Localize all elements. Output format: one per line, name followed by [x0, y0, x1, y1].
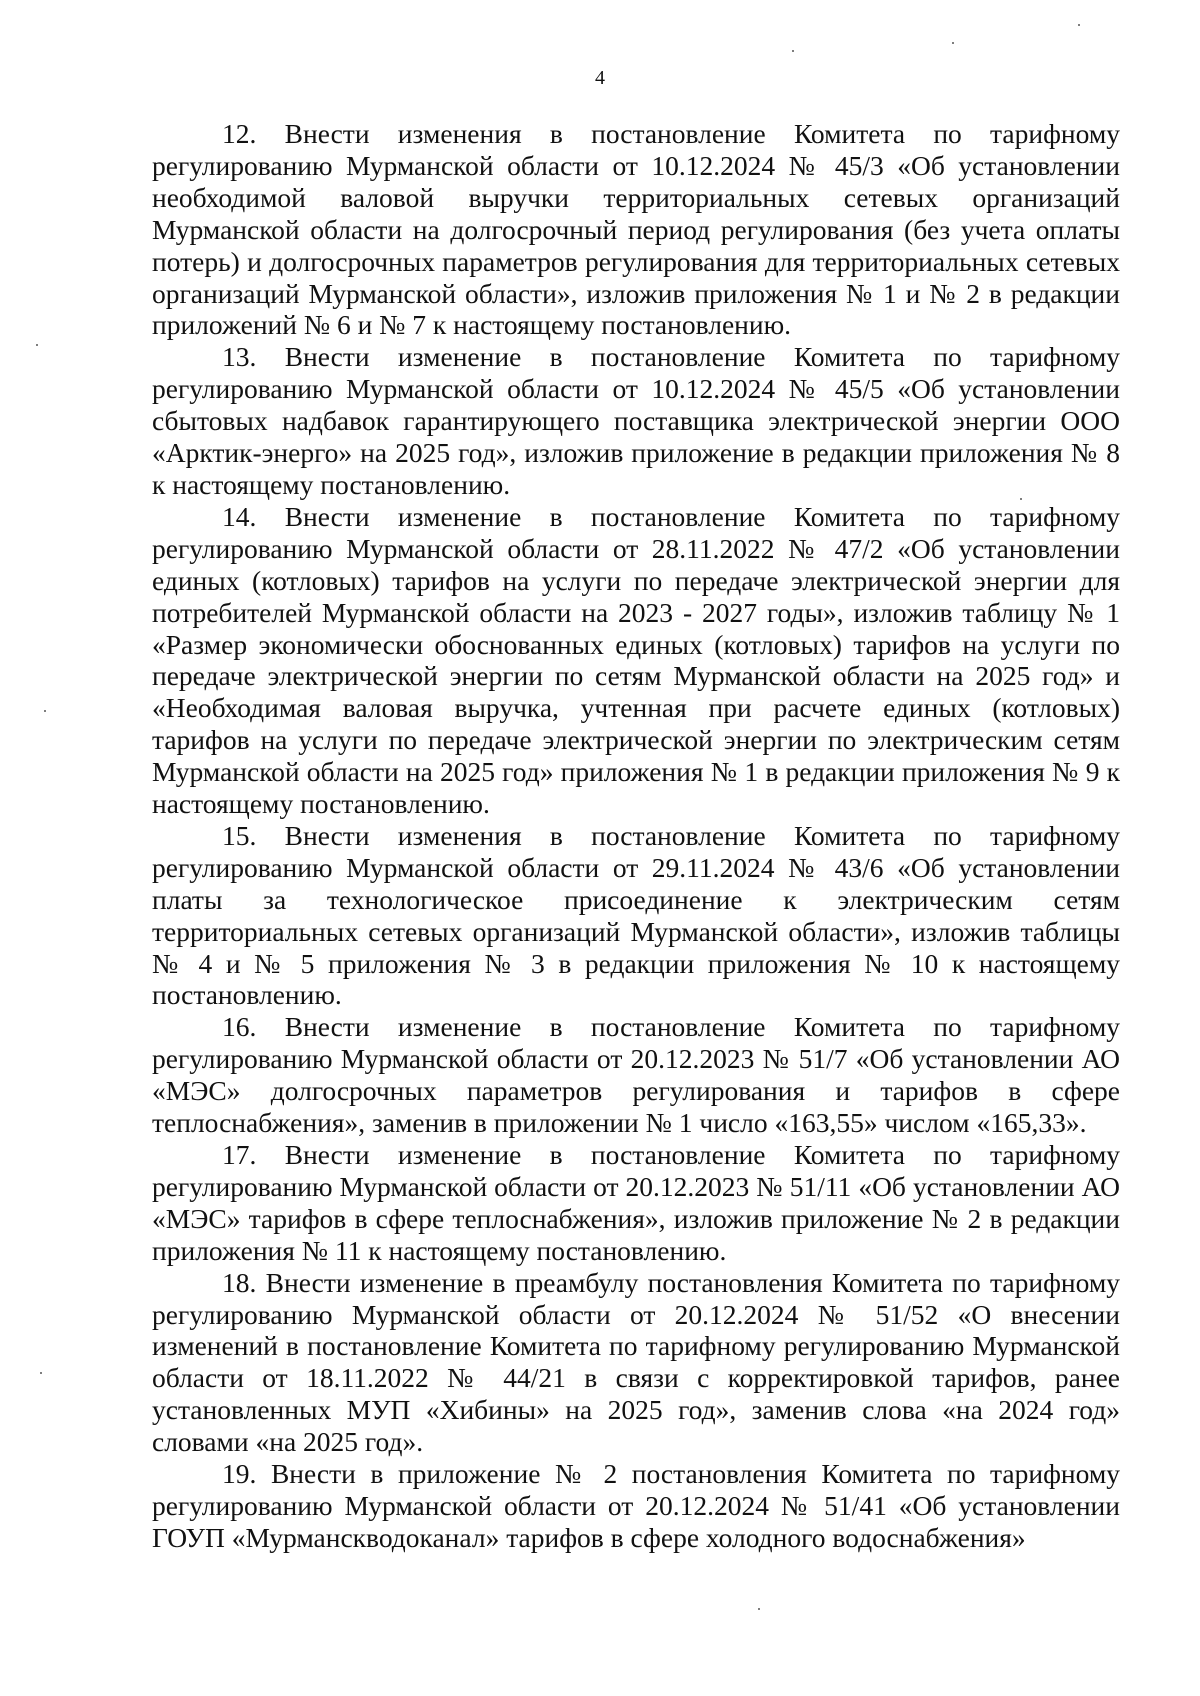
scan-speck [1020, 498, 1022, 500]
paragraph-item-19: 19. Внести в приложение № 2 постановления Комитета по тарифному регулированию Мурманской области от 20.12.2024 № 51/41 «Об установлении ГОУП «Мурманскводоканал» тарифов в сфере холодного водоснабжения» [152, 1458, 1120, 1553]
page-number: 4 [595, 67, 605, 89]
document-body [152, 118, 1120, 1554]
paragraph-item-14: 14. Внести изменение в постановление Комитета по тарифному регулированию Мурманской области от 28.11.2022 № 47/2 «Об установлении единых (котловых) тарифов на услуги по передаче электрической энергии для потребителей Мурманской области на 2023 - 2027 годы», изложив таблицу № 1 «Размер экономически обоснованных единых (котловых) тарифов на услуги по передаче электрической энергии по сетям Мурманской области на 2025 год» и «Необходимая валовая выручка, учтенная при расчете единых (котловых) тарифов на услуги по передаче электрической энергии по электрическим сетям Мурманской области на 2025 год» приложения № 1 в редакции приложения № 9 к настоящему постановлению. [152, 500, 1120, 820]
paragraph-item-18: 18. Внести изменение в преамбулу постановления Комитета по тарифному регулированию Мурманской области от 20.12.2024 № 51/52 «О внесении изменений в постановление Комитета по тарифному регулированию Мурманской области от 18.11.2022 № 44/21 в связи с корректировкой тарифов, ранее установленных МУП «Хибины» на 2025 год», заменив слова «на 2024 год» словами «на 2025 год». [152, 1266, 1120, 1458]
paragraph-item-16: 16. Внести изменение в постановление Комитета по тарифному регулированию Мурманской области от 20.12.2023 № 51/7 «Об установлении АО «МЭС» долгосрочных параметров регулирования и тарифов в сфере теплоснабжения», заменив в приложении № 1 число «163,55» числом «165,33». [152, 1011, 1120, 1139]
scan-speck [792, 50, 794, 52]
paragraph-item-13: 13. Внести изменение в постановление Комитета по тарифному регулированию Мурманской области от 10.12.2024 № 45/5 «Об установлении сбытовых надбавок гарантирующего поставщика электрической энергии ООО «Арктик-энерго» на 2025 год», изложив приложение в редакции приложения № 8 к настоящему постановлению. [152, 341, 1120, 500]
scan-speck [44, 710, 46, 712]
paragraph-item-15: 15. Внести изменения в постановление Комитета по тарифному регулированию Мурманской области от 29.11.2024 № 43/6 «Об установлении платы за технологическое присоединение к электрическим сетям территориальных сетевых организаций Мурманской области», изложив таблицы № 4 и № 5 приложения № 3 в редакции приложения № 10 к настоящему постановлению. [152, 819, 1120, 1011]
scan-speck [758, 1608, 760, 1610]
paragraph-item-17: 17. Внести изменение в постановление Комитета по тарифному регулированию Мурманской области от 20.12.2023 № 51/11 «Об установлении АО «МЭС» тарифов в сфере теплоснабжения», изложив приложение № 2 в редакции приложения № 11 к настоящему постановлению. [152, 1139, 1120, 1266]
scan-speck [40, 1372, 42, 1374]
scan-speck [36, 344, 38, 346]
scan-speck [1078, 24, 1080, 26]
paragraph-item-12: 12. Внести изменения в постановление Комитета по тарифному регулированию Мурманской области от 10.12.2024 № 45/3 «Об установлении необходимой валовой выручки территориальных сетевых организаций Мурманской области на долгосрочный период регулирования (без учета оплаты потерь) и долгосрочных параметров регулирования для территориальных сетевых организаций Мурманской области», изложив приложения № 1 и № 2 в редакции приложений № 6 и № 7 к настоящему постановлению. [152, 118, 1120, 341]
scan-speck [952, 42, 954, 44]
